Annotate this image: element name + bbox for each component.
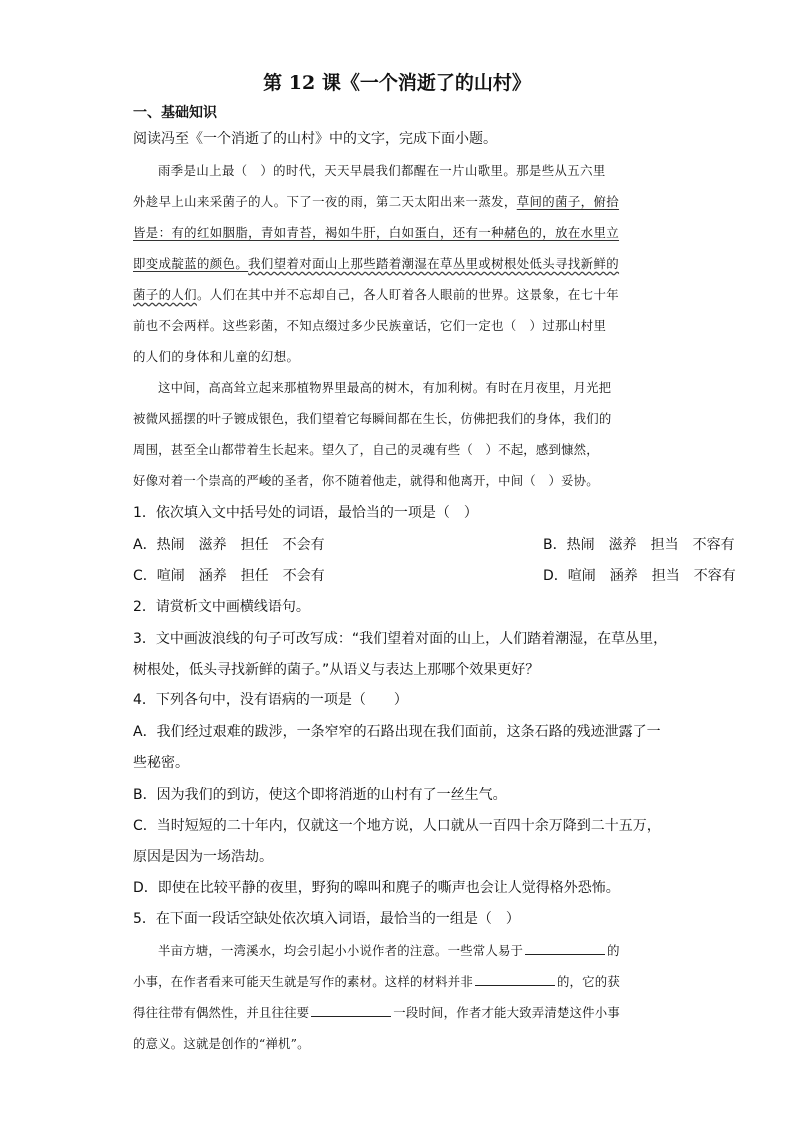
passage-line	[133, 1003, 620, 1023]
question-2: 2．请赏析文中画横线语句。	[133, 599, 310, 615]
passage-line: 被微风摇摆的叶子镀成银色，我们望着它每瞬间都在生长，仿佛把我们的身体，我们的	[133, 411, 612, 426]
passage-text: 。人们在其中并不忘却自己，各人盯着各人眼前的世界。这景象，在七十年	[196, 287, 620, 302]
passage-line: 的人们的身体和儿童的幻想。	[133, 349, 300, 364]
option-b: B．因为我们的到访，使这个即将消逝的山村有了一丝生气。	[133, 787, 507, 803]
question-1-stem: 1．依次填入文中括号处的词语，最恰当的一项是（ ）	[133, 505, 478, 521]
passage-text: 外趁早上山来采菌子的人。下了一夜的雨，第二天太阳出来一蒸发，	[133, 194, 517, 209]
passage-line	[133, 972, 620, 992]
passage-text: 的	[607, 943, 620, 958]
option-c-continued: 原因是因为一场浩劫。	[133, 849, 273, 865]
passage-line: 好像对着一个崇高的严峻的圣者，你不随着他走，就得和他离开，中间（ ）妥协。	[133, 473, 599, 488]
passage-text: 半亩方塘，一湾溪水，均会引起小小说作者的注意。一些常人易于	[158, 943, 524, 958]
passage-line: 雨季是山上最（ ）的时代，天天早晨我们都醒在一片山歌里。那是些从五六里	[158, 163, 606, 178]
section-heading: 一、基础知识	[133, 105, 217, 121]
passage-line: 周围，甚至全山都带着生长起来。望久了，自己的灵魂有些（ ）不起，感到慷然，	[133, 442, 599, 457]
passage-line: 前也不会两样。这些彩菌，不知点缀过多少民族童话，它们一定也（ ）过那山村里	[133, 318, 607, 333]
passage-line	[133, 254, 619, 274]
reading-instruction: 阅读冯至《一个消逝了的山村》中的文字，完成下面小题。	[133, 131, 497, 147]
page-title: 第 12 课《一个消逝了的山村》	[263, 72, 531, 94]
passage-line	[133, 285, 619, 305]
passage-line	[158, 941, 620, 961]
question-3-line: 树根处，低头寻找新鲜的菌子。”从语义与表达上那哪个效果更好？	[133, 662, 540, 678]
question-3-line: 3．文中画波浪线的句子可改写成：“我们望着对面的山上，人们踏着潮湿，在草丛里，	[133, 631, 668, 647]
passage-text: 一段时间，作者才能大致弄清楚这件小事	[393, 1005, 620, 1020]
underlined-sentence: 即变成靛蓝的颜色。	[133, 256, 249, 271]
option-d: D．喧闹 涵养 担当 不容有	[543, 568, 736, 584]
option-d: D．即使在比较平静的夜里，野狗的嗥叫和麂子的嘶声也会让人觉得格外恐怖。	[133, 880, 620, 896]
underlined-sentence: 草间的菌子，俯拾	[516, 194, 620, 209]
option-a-continued: 些秘密。	[133, 755, 189, 771]
passage-text: 的，它的获	[556, 974, 620, 989]
wavy-underlined-sentence: 我们望着对面山上那些踏着潮湿在草丛里或树根处低头寻找新鲜的	[248, 256, 620, 271]
passage-line	[133, 192, 619, 212]
fill-blank	[475, 973, 555, 986]
fill-blank	[311, 1004, 391, 1017]
option-b: B．热闹 滋养 担当 不容有	[543, 537, 735, 553]
option-a: A．我们经过艰难的跋涉，一条窄窄的石路出现在我们面前，这条石路的残迹泄露了一	[133, 724, 661, 740]
passage-text: 小事，在作者看来可能天生就是写作的素材。这样的材料并非	[133, 974, 473, 989]
question-5-stem: 5．在下面一段话空缺处依次填入词语，最恰当的一组是（ ）	[133, 911, 520, 927]
option-c: C．喧闹 涵养 担任 不会有	[133, 568, 325, 584]
option-c: C．当时短短的二十年内，仅就这一个地方说，人口就从一百四十余万降到二十五万，	[133, 818, 661, 834]
question-1-options-row-2	[133, 566, 736, 586]
question-4-stem: 4．下列各句中，没有语病的一项是（ ）	[133, 692, 408, 708]
question-1-options-row-1	[133, 535, 735, 555]
passage-text: 得往往带有偶然性，并且往往要	[133, 1005, 310, 1020]
passage-line: 这中间，高高耸立起来那植物界里最高的树木，有加利树。有时在月夜里，月光把	[158, 380, 612, 395]
option-a: A．热闹 滋养 担任 不会有	[133, 537, 325, 553]
underlined-sentence: 皆是：有的红如胭脂，青如青苔，褐如牛肝，白如蛋白，还有一种赭色的，放在水里立	[133, 225, 620, 240]
wavy-underlined-sentence: 菌子的人们	[133, 287, 197, 302]
fill-blank	[525, 942, 605, 955]
passage-line: 的意义。这就是创作的“禅机”。	[133, 1036, 310, 1051]
